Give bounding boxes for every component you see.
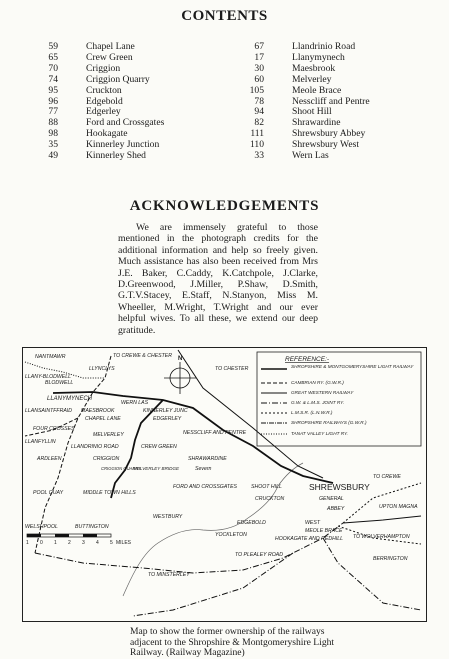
map-label: TO WOLVERHAMPTON [353,534,410,540]
map-label: LLANDRINIO ROAD [71,444,119,450]
map-label: MAESBROOK [81,408,115,414]
contents-page-number: 88 [48,117,58,129]
contents-entry [22,86,164,97]
map-label: WELSHPOOL [25,524,58,530]
contents-place-name: Meole Brace [292,84,342,96]
contents-page-number: 49 [48,150,58,162]
map-label: UPTON MAGNA [379,504,418,510]
map-label: HOOKAGATE AND REDHILL [275,536,344,542]
map-label: FOUR CROSSES [33,426,75,432]
svg-text:3: 3 [82,540,85,546]
contents-page-number: 59 [48,41,58,52]
contents-page-number: 35 [48,139,58,151]
contents-place-name: Chapel Lane [86,41,135,52]
map-label: LLANY-BLODWELL [25,374,72,380]
svg-text:5: 5 [110,540,113,546]
contents-page-number: 70 [48,62,58,74]
map-label: EDGEBOLD [237,520,266,526]
map-label: WESTBURY [153,514,183,520]
acknowledgements-text: We are immensely grateful to those mentioned in the photograph credits for the additional information and help so freely given. Much assistance has also been received from Mrs J.E. Baker, C.Caddy, K.Catchpole, J.Clarke, D.Greenwood, J.Miller, P.Shaw, D.Smith, G.T.V.Stacey, E.Staff, N.Stanyon, Miss M. Wheeller, M.Wright, T.Wright and our ever helpful wives. To all these, we extend our deep gratitude. [118,222,318,336]
map-label: CRUCKTON [255,496,285,502]
svg-text:4: 4 [96,540,99,546]
contents-place-name: Hookagate [86,128,128,140]
contents-page-number: 98 [48,128,58,140]
contents-place-name: Kinnerley Junction [86,139,160,151]
map-label: NESSCLIFF AND PENTRE [183,430,247,436]
contents-place-name: Melverley [292,73,332,85]
map-label: BUTTINGTON [75,524,109,530]
reference-item: G.W. & L.M.S. JOINT RY. [291,400,345,405]
contents-page-number: 110 [249,139,264,151]
map-label: GENERAL [319,496,344,502]
contents-place-name: Cruckton [86,84,122,96]
map-label: CREW GREEN [141,444,177,450]
contents-page-number: 65 [48,51,58,63]
map-label: TO PLEALEY ROAD [235,552,283,558]
contents-place-name: Shrewsbury West [292,139,360,151]
map-caption: Map to show the former ownership of the railways adjacent to the Shropshire & Montgomeryshire Light Railway. (Railway Magazine) [130,626,335,659]
hereford-line [323,538,421,610]
contents-page-number: 17 [254,51,264,63]
railway-map-drawing [23,348,426,621]
contents-page-number: 78 [254,95,264,107]
map-label: KINNERLEY JUNC [143,408,188,414]
contents-page-number: 95 [48,84,58,96]
map-label: POOL QUAY [33,490,64,496]
map-label: LLANFYLLIN [25,439,56,445]
map-label: MEOLE BRACE [305,528,343,534]
map-label: SHOOT HILL [251,484,282,490]
svg-text:1: 1 [54,540,57,546]
map-label: FORD AND CROSSGATES [173,484,237,490]
map-label: CRIGGION [93,456,120,462]
contents-page-number: 94 [254,106,264,118]
map-label: TO CREWE [373,474,401,480]
map-label: ABBEY [327,506,345,512]
scale-bar [26,534,132,546]
contents-entry [228,75,370,86]
contents-place-name: Edgebold [86,95,123,107]
svg-text:2: 2 [68,540,71,546]
contents-entry [22,75,164,86]
contents-place-name: Maesbrook [292,62,336,74]
map-label: MELVERLEY [93,432,124,438]
reference-item: TANAT VALLEY LIGHT RY. [291,431,348,436]
contents-place-name: Shrawardine [292,117,341,129]
map-label: WEST [305,520,320,526]
map-label: MIDDLE TOWN HILLS [83,490,136,496]
reference-item: GREAT WESTERN RAILWAY [291,390,354,395]
north-compass [164,356,196,394]
map-label: EDGERLEY [153,416,182,422]
acknowledgements-heading: ACKNOWLEDGEMENTS [129,198,320,214]
map-label: NANTMAWR [35,354,66,360]
contents-place-name: Wern Las [292,150,329,162]
reference-item: SHROPSHIRE & MONTGOMERYSHIRE LIGHT RAILWAY [291,364,414,369]
contents-page-number: 105 [249,84,264,96]
contents-page-number: 96 [48,95,58,107]
contents-place-name: Criggion Quarry [86,73,150,85]
reference-item: L.M.S.R. (L.N.W.R.) [291,410,333,415]
contents-page-number: 74 [48,73,58,85]
contents-entry [22,151,164,162]
svg-text:N: N [178,356,183,362]
contents-page-number: 33 [254,150,264,162]
svg-text:0: 0 [40,540,43,546]
contents-page-number: 82 [254,117,264,129]
map-label: TO CREWE & CHESTER [113,353,172,359]
map-label: CRIGGION QUARRY [101,466,142,471]
contents-place-name: Nesscliff and Pentre [292,95,370,107]
contents-page-number: 67 [254,41,264,52]
railway-map [22,347,427,622]
map-label: TO CHESTER [215,366,249,372]
map-label: ARDLEEN [37,456,62,462]
contents-place-name: Llanymynech [292,51,345,63]
contents-place-name: Ford and Crossgates [86,117,165,129]
contents-heading: CONTENTS [181,8,268,24]
map-label: LLANYMYNECH [47,396,93,402]
contents-place-name: Shoot Hill [292,106,332,118]
map-label: BERRINGTON [373,556,408,562]
reference-item: CAMBRIAN RY. (G.W.R.) [291,380,344,385]
contents-entry [228,86,370,97]
map-label: TO MINSTERLEY [148,572,190,578]
svg-text:1: 1 [26,540,29,546]
map-label: Severn [195,466,212,472]
map-label: LLANSAINTFFRAID [25,408,72,414]
contents-page-number: 77 [48,106,58,118]
map-label: SHRAWARDINE [188,456,227,462]
contents-page-number: 60 [254,73,264,85]
contents-list-right [228,42,370,162]
upton-line [343,516,421,523]
contents-page-number: 30 [254,62,264,74]
contents-page-number: 111 [250,128,264,140]
contents-entry [228,151,370,162]
map-label: SHREWSBURY [309,482,370,492]
joint-line [35,523,343,573]
contents-place-name: Kinnerley Shed [86,150,146,162]
map-label: MELVERLEY BRIDGE [133,466,180,471]
contents-place-name: Criggion [86,62,121,74]
contents-list-left [22,42,164,162]
map-label: LLYNCLYS [89,366,115,372]
contents-place-name: Llandrinio Road [292,41,356,52]
svg-text:MILES: MILES [116,540,132,546]
contents-place-name: Shrewsbury Abbey [292,128,366,140]
map-label: BLODWELL [45,380,74,386]
map-label: WERN LAS [121,400,149,406]
reference-title: REFERENCE:- [285,356,330,363]
map-label: YOCKLETON [215,532,247,538]
map-label: CHAPEL LANE [85,416,121,422]
contents-place-name: Edgerley [86,106,121,118]
contents-place-name: Crew Green [86,51,133,63]
reference-item: SHROPSHIRE RAILWAYS (G.W.R.) [291,420,367,425]
